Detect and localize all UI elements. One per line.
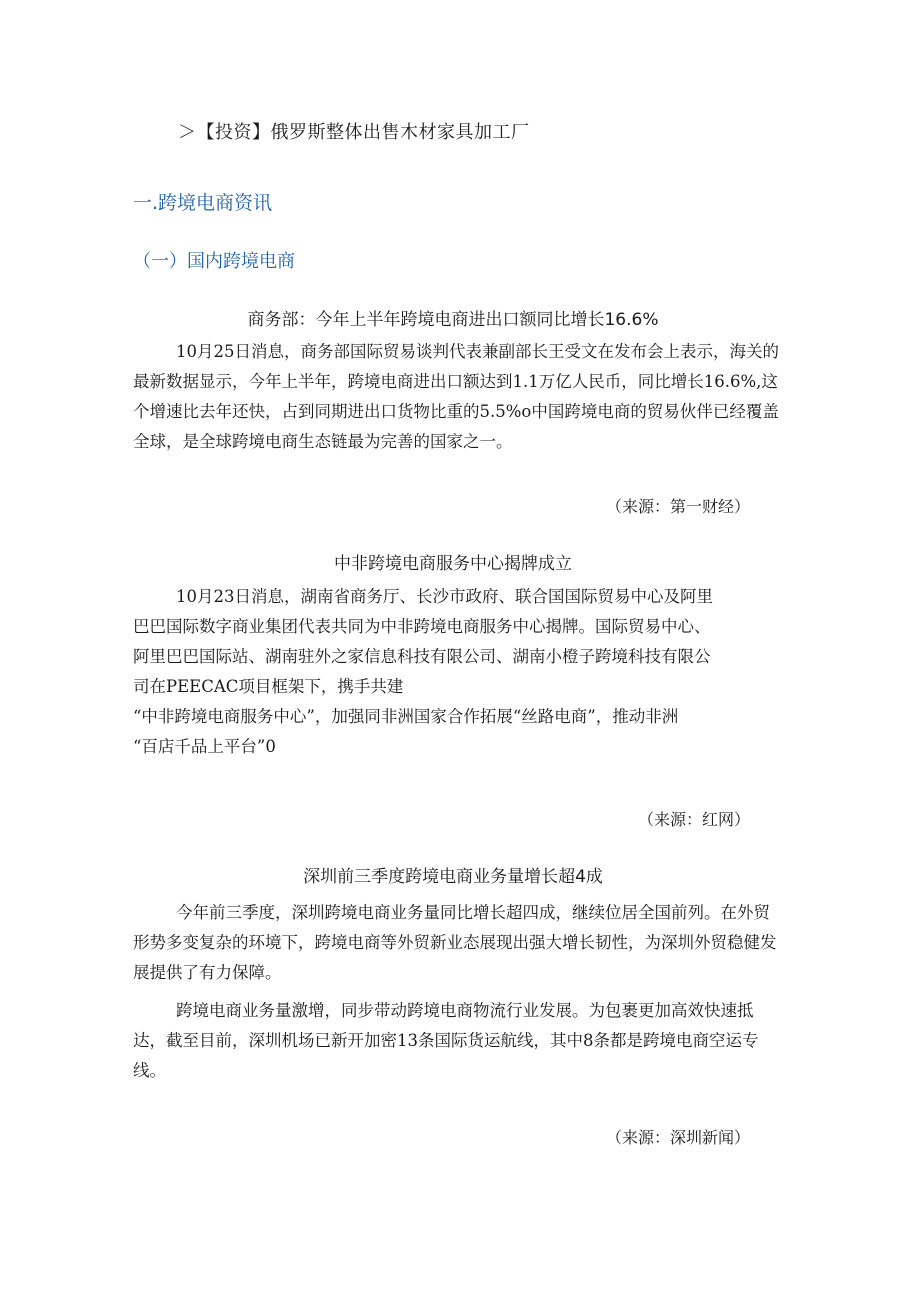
article-line: 巴巴国际数字商业集团代表共同为中非跨境电商服务中心揭牌。国际贸易中心、 — [133, 617, 711, 636]
article-paragraph: 10月25日消息，商务部国际贸易谈判代表兼副部长王受文在发布会上表示，海关的最新数据显示，今年上半年，跨境电商进出口额达到1.1万亿人民币，同比增长16.6%,这个增速比去年还快，占到同期进出口货物比重的5.5%o中国跨境电商的贸易伙伴已经覆盖全球，是全球跨境电商生态链最为完善的国家之一。 — [133, 342, 779, 451]
subsection-heading: （一）国内跨境电商 — [133, 251, 295, 272]
article-body-3 — [133, 898, 783, 1086]
section-heading: 一.跨境电商资讯 — [133, 192, 273, 214]
article-title-3: 深圳前三季度跨境电商业务量增长超4成 — [303, 867, 603, 887]
article-title-1: 商务部：今年上半年跨境电商进出口额同比增长16.6% — [247, 310, 659, 330]
article-title-2: 中非跨境电商服务中心揭牌成立 — [334, 554, 572, 574]
article-source-2: （来源：红网） — [637, 810, 750, 829]
article-line: 10月23日消息，湖南省商务厅、长沙市政府、联合国国际贸易中心及阿里 — [176, 587, 713, 606]
toc-item-investment[interactable]: ＞【投资】俄罗斯整体出售木材家具加工厂 — [178, 122, 530, 143]
article-source-1: （来源：第一财经） — [605, 497, 750, 516]
article-body-2 — [133, 582, 783, 762]
article-line: “百店千品上平台”0 — [133, 737, 276, 756]
article-line: “中非跨境电商服务中心”，加强同非洲国家合作拓展“丝路电商”，推动非洲 — [133, 707, 679, 726]
article-source-3: （来源：深圳新闻） — [605, 1128, 750, 1147]
article-paragraph: 今年前三季度，深圳跨境电商业务量同比增长超四成，继续位居全国前列。在外贸形势多变复杂的环境下，跨境电商等外贸新业态展现出强大增长韧性，为深圳外贸稳健发展提供了有力保障。 — [133, 903, 777, 982]
article-line: 阿里巴巴国际站、湖南驻外之家信息科技有限公司、湖南小橙子跨境科技有限公 — [133, 647, 711, 666]
article-line: 司在PEECAC项目框架下，携手共建 — [133, 677, 404, 696]
article-body-1 — [133, 337, 783, 457]
article-paragraph: 跨境电商业务量激增，同步带动跨境电商物流行业发展。为包裹更加高效快速抵达，截至目前，深圳机场已新开加密13条国际货运航线，其中8条都是跨境电商空运专线。 — [133, 1001, 759, 1080]
